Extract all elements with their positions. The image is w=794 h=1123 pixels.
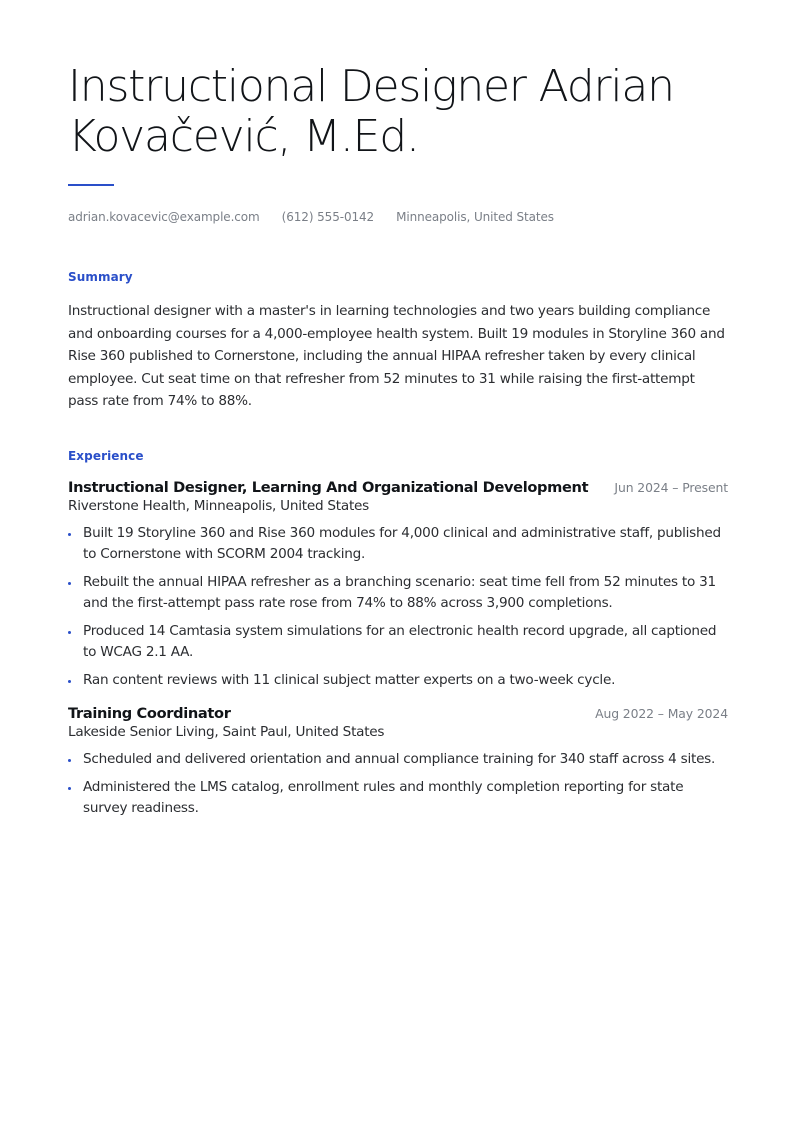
bullet-item: Scheduled and delivered orientation and annual compliance training for 340 staff across 4 sites.	[68, 749, 728, 771]
contact-email[interactable]: adrian.kovacevic@example.com	[68, 210, 260, 224]
bullet-item: Built 19 Storyline 360 and Rise 360 modules for 4,000 clinical and administrative staff, published to Cornerstone with SCORM 2004 tracking.	[68, 523, 728, 566]
job-dates: Jun 2024 – Present	[614, 479, 728, 495]
job-header	[68, 705, 728, 722]
job-organization: Lakeside Senior Living, Saint Paul, United States	[68, 724, 385, 741]
bullet-item: Produced 14 Camtasia system simulations for an electronic health record upgrade, all captioned to WCAG 2.1 AA.	[68, 621, 728, 664]
bullet-item: Rebuilt the annual HIPAA refresher as a branching scenario: seat time fell from 52 minutes to 31 and the first-attempt pass rate rose from 74% to 88% across 3,900 completions.	[68, 572, 728, 615]
job-role: Instructional Designer, Learning And Organizational Development	[68, 478, 589, 496]
resume-page	[68, 62, 728, 826]
experience-heading: Experience	[68, 448, 144, 463]
contact-line	[68, 210, 728, 224]
accent-divider	[68, 184, 114, 186]
job-entry	[68, 705, 728, 820]
bullet-item: Administered the LMS catalog, enrollment rules and monthly completion reporting for state survey readiness.	[68, 777, 728, 820]
summary-heading: Summary	[68, 270, 133, 284]
job-organization: Riverstone Health, Minneapolis, United States	[68, 497, 369, 514]
job-header	[68, 479, 728, 496]
job-dates: Aug 2022 – May 2024	[595, 706, 728, 722]
job-bullets	[68, 523, 728, 692]
bullet-item: Ran content reviews with 11 clinical subject matter experts on a two-week cycle.	[68, 670, 728, 692]
job-bullets	[68, 749, 728, 820]
job-entry	[68, 479, 728, 692]
job-role: Training Coordinator	[68, 705, 231, 723]
contact-location: Minneapolis, United States	[396, 210, 554, 224]
resume-name: Instructional Designer Adrian Kovačević, M.Ed.	[68, 61, 674, 162]
contact-phone[interactable]: (612) 555-0142	[281, 210, 375, 224]
summary-text: Instructional designer with a master's in learning technologies and two years building compliance and onboarding courses for a 4,000-employee health system. Built 19 modules in Storyline 360 and Rise 360 published to Cornerstone, including the annual HIPAA refresher taken by every clinical employee. Cut seat time on that refresher from 52 minutes to 31 while raising the first-attempt pass rate from 74% to 88%.	[68, 303, 725, 410]
